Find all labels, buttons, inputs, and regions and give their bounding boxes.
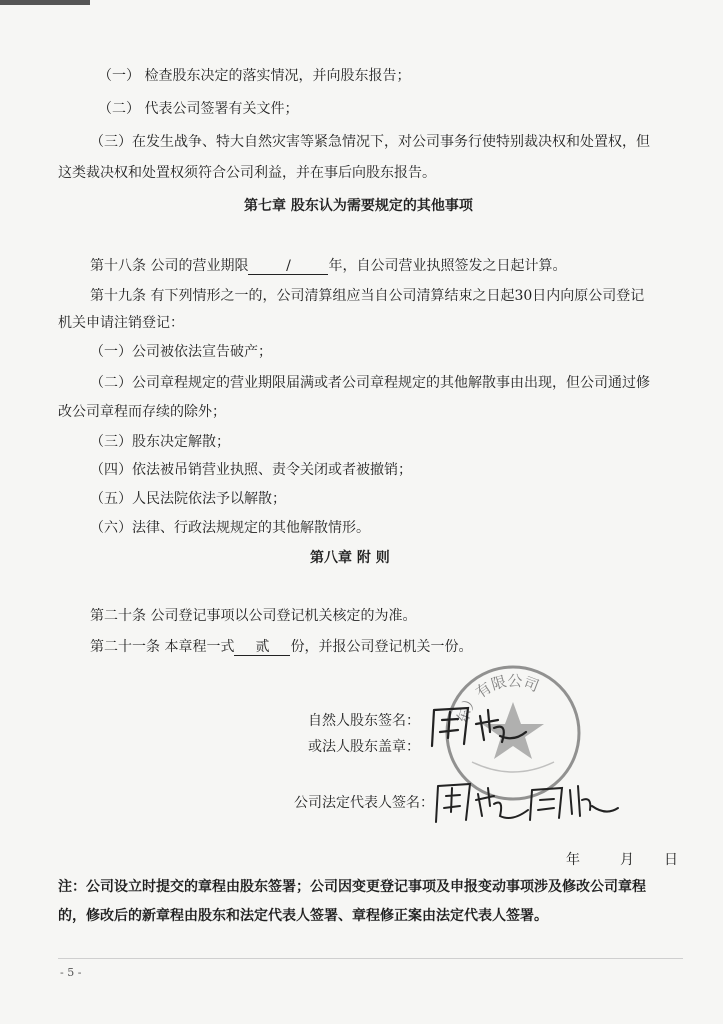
legal-person-seal-label: 或法人股东盖章： [308,739,420,755]
article-21 [90,637,472,657]
article-18 [90,256,566,276]
date-year-label: 年 [566,852,580,868]
duty-item-3-cont: 这类裁决权和处置权须符合公司利益，并在事后向股东报告。 [58,165,436,181]
article-20: 第二十条 公司登记事项以公司登记机关核定的为准。 [90,608,417,624]
note-line-2: 的，修改后的新章程由股东和法定代表人签署、章程修正案由法定代表人签署。 [58,908,548,924]
dissolution-item-2: （二）公司章程规定的营业期限届满或者公司章程规定的其他解散事由出现，但公司通过修 [90,375,650,391]
copies-field: 贰 [234,639,290,656]
article-21-suffix: 份，并报公司登记机关一份。 [290,639,473,655]
date-day-label: 日 [664,852,678,868]
dissolution-item-3: （三）股东决定解散； [90,434,230,450]
duty-item-2: （二） 代表公司签署有关文件； [98,101,299,117]
legal-rep-handwritten-signature [432,776,622,826]
dissolution-item-6: （六）法律、行政法规规定的其他解散情形。 [90,520,370,536]
article-18-prefix: 第十八条 公司的营业期限 [90,258,249,274]
article-18-suffix: 年，自公司营业执照签发之日起计算。 [328,258,567,274]
shareholder-handwritten-signature [428,702,538,752]
article-19-line-1: 第十九条 有下列情形之一的，公司清算组应当自公司清算结束之日起30日内向原公司登记 [90,288,645,304]
business-term-field: / [248,258,328,275]
date-month-label: 月 [620,852,634,868]
seal-text: 东）有限公司 [452,671,542,727]
article-21-prefix: 第二十一条 本章程一式 [90,639,235,655]
scan-edge-mark [0,0,90,5]
dissolution-item-5: （五）人民法院依法予以解散； [90,491,286,507]
chapter-7-title: 第七章 股东认为需要规定的其他事项 [244,198,473,214]
article-19-line-2: 机关申请注销登记： [58,315,184,331]
dissolution-item-1: （一）公司被依法宣告破产； [90,344,272,360]
natural-person-signature-label: 自然人股东签名： [308,713,420,729]
duty-item-3: （三）在发生战争、特大自然灾害等紧急情况下，对公司事务行使特别裁决权和处置权，但 [90,134,650,150]
dissolution-item-4: （四）依法被吊销营业执照、责令关闭或者被撤销； [90,462,412,478]
page-number: - 5 - [60,966,82,979]
chapter-8-title: 第八章 附 则 [310,550,390,566]
note-line-1: 注：公司设立时提交的章程由股东签署；公司因变更登记事项及申报变动事项涉及修改公司章程 [58,879,646,895]
duty-item-1: （一） 检查股东决定的落实情况，并向股东报告； [98,68,411,84]
footer-divider [58,958,683,959]
seal-bottom-text-mark [472,762,554,772]
dissolution-item-2-cont: 改公司章程而存续的除外； [58,404,226,420]
legal-rep-signature-label: 公司法定代表人签名： [294,795,434,811]
